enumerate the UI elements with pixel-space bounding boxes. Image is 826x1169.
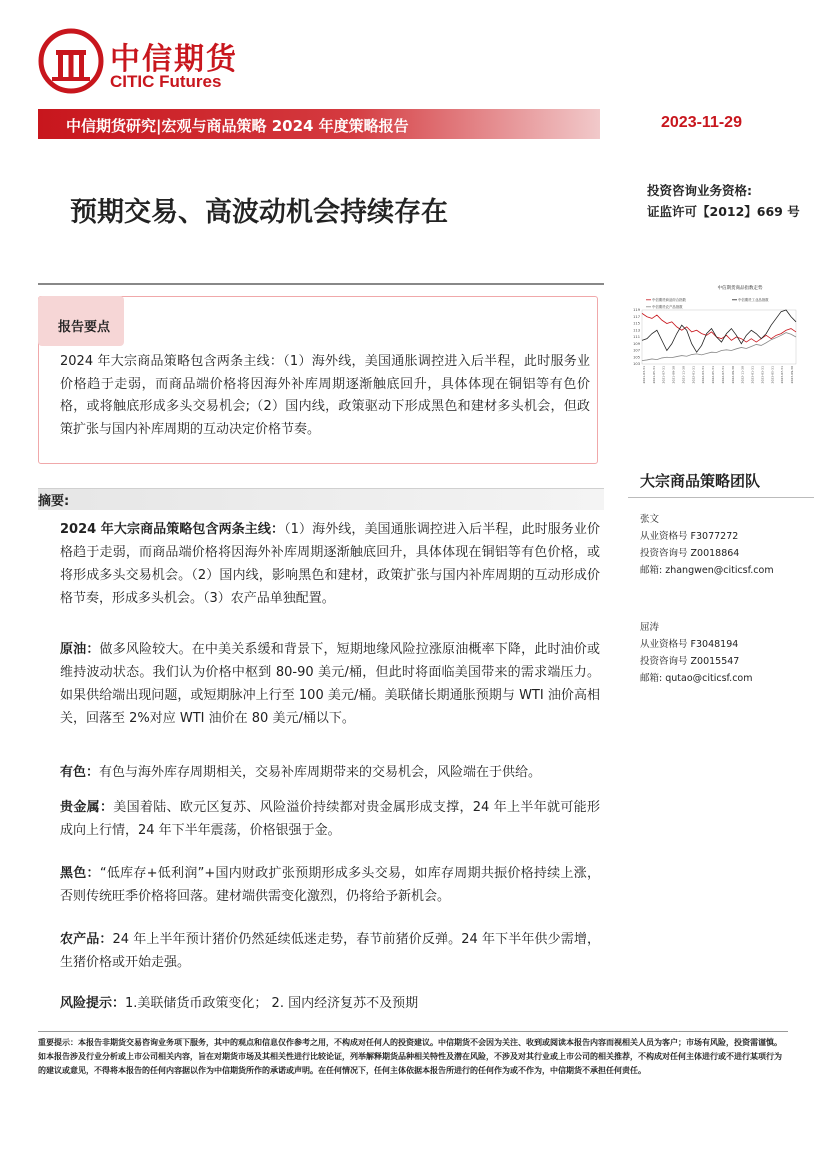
report-banner — [38, 109, 600, 139]
paragraph-head: 黑色： — [60, 866, 100, 881]
key-points-label: 报告要点 — [58, 320, 111, 335]
summary-paragraph — [60, 761, 600, 784]
page-title: 预期交易、高波动机会持续存在 — [70, 197, 448, 228]
summary-paragraph — [60, 638, 600, 730]
chart-legend — [646, 297, 769, 309]
y-tick-label: 113 — [633, 328, 640, 333]
chart-frame — [642, 310, 796, 364]
y-tick-label: 109 — [633, 341, 640, 346]
qualification-line1: 投资咨询业务资格: — [647, 183, 752, 198]
team-divider — [628, 497, 814, 498]
analyst-qual: 从业资格号 F3077272 — [640, 531, 739, 542]
team-title: 大宗商品策略团队 — [640, 472, 761, 490]
commodity-index-chart — [628, 282, 814, 398]
report-date: 2023-11-29 — [661, 114, 742, 131]
paragraph-body: “低库存+低利润”+国内财政扩张预期形成多头交易，如库存周期共振价格持续上涨，否则传统旺季价格将回落。建材端供需变化激烈，仍将给予新机会。 — [60, 866, 600, 904]
analyst-card — [640, 619, 753, 687]
analyst-name: 张文 — [640, 514, 660, 525]
disclaimer: 重要提示：本报告非期货交易咨询业务项下服务，其中的观点和信息仅作参考之用，不构成对任何人的投资建议。中信期货不会因为关注、收到或阅读本报告内容而视相关人员为客户；市场有风险，投资需谨慎。如本报告涉及行业分析或上市公司相关内容，旨在对期货市场及其相关性进行比较论证，列举解释期货品种相关特性及潜在风险，不涉及对其行业或上市公司的相关推荐，不构成对任何主体进行或不进行某项行为的建议或意见，不得将本报告的任何内容据以作为中信期货所作的承诺或声明。在任何情况下，任何主体依据本报告所进行的任何作为或不作为，中信期货不承担任何责任。 — [38, 1038, 782, 1075]
paragraph-head: 风险提示： — [60, 996, 126, 1011]
chart-plot-area — [633, 308, 796, 383]
x-tick-label: 2021-03-31 — [642, 366, 646, 384]
paragraph-head: 原油： — [60, 642, 100, 657]
x-tick-label: 2022-07-31 — [720, 366, 725, 384]
x-tick-label: 2021-09-30 — [671, 366, 676, 384]
y-tick-label: 111 — [633, 335, 640, 340]
banner-title: 中信期货研究|宏观与商品策略 2024 年度策略报告 — [66, 117, 409, 135]
y-tick-label: 117 — [633, 314, 640, 319]
y-tick-label: 105 — [633, 355, 640, 360]
qualification-line2: 证监许可【2012】669 号 — [647, 204, 800, 219]
disclaimer-divider — [38, 1031, 788, 1032]
paragraph-head: 贵金属： — [60, 800, 114, 815]
x-tick-label: 2023-05-31 — [770, 366, 775, 384]
paragraph-head: 农产品： — [60, 932, 113, 947]
summary-label: 摘要: — [38, 494, 70, 509]
y-tick-label: 103 — [633, 362, 640, 367]
summary-paragraph — [60, 928, 600, 974]
logo-en-text: CITIC Futures — [110, 72, 222, 91]
analyst-name: 屈涛 — [640, 622, 660, 633]
paragraph-body: 美国着陆、欧元区复苏、风险溢价持续都对贵金属形成支撑，24 年上半年就可能形成向上行情，24 年下半年震荡，价格银强于金。 — [60, 800, 600, 838]
paragraph-body: 1.美联储货币政策变化； 2. 国内经济复苏不及预期 — [125, 996, 419, 1011]
logo-cn-text: 中信期货 — [110, 42, 238, 77]
y-tick-label: 119 — [633, 308, 640, 313]
qualification — [647, 180, 800, 222]
analyst-email: 邮箱: zhangwen@citicsf.com — [640, 565, 774, 576]
analyst-card — [640, 511, 774, 579]
y-tick-label: 107 — [633, 348, 640, 353]
x-tick-label: 2022-01-31 — [691, 366, 696, 384]
x-tick-label: 2021-07-31 — [661, 366, 666, 384]
paragraph-body: 有色与海外库存周期相关，交易补库周期带来的交易机会，风险端在于供给。 — [99, 765, 542, 780]
analyst-consult: 投资咨询号 Z0015547 — [640, 656, 740, 667]
x-tick-label: 2021-05-31 — [651, 366, 656, 384]
summary-bar — [38, 488, 604, 510]
legend-label: 中信期货商品综合指数 — [652, 298, 686, 302]
x-tick-label: 2023-03-31 — [760, 366, 765, 384]
title-divider — [38, 283, 604, 285]
legend-label: 中信期货农产品指数 — [652, 305, 683, 309]
citic-logo — [38, 28, 258, 94]
paragraph-head: 有色： — [60, 765, 100, 780]
summary-paragraph — [60, 992, 600, 1015]
x-tick-label: 2023-09-30 — [790, 366, 794, 384]
x-tick-label: 2021-11-30 — [681, 366, 686, 384]
analyst-consult: 投资咨询号 Z0018864 — [640, 548, 740, 559]
citic-logo-icon — [38, 28, 104, 94]
x-tick-label: 2023-01-31 — [750, 366, 755, 384]
summary-paragraph — [60, 518, 600, 610]
summary-paragraph — [60, 796, 600, 842]
chart-title: 中信期货商品指数走势 — [717, 286, 763, 291]
paragraph-body: 24 年上半年预计猪价仍然延续低迷走势，春节前猪价反弹。24 年下半年供少需增，生猪价格或开始走强。 — [60, 932, 600, 970]
x-tick-label: 2022-03-31 — [701, 366, 706, 384]
series-line — [642, 310, 796, 352]
paragraph-body: （1）海外线，美国通胀调控进入后半程，此时服务业价格趋于走弱，而商品端价格将因海外补库周期逐渐触底回升，具体体现在铜铝等有色价格，或将形成多头交易机会。（2）国内线，影响黑色和建材，政策扩张与国内补库周期的互动形成价格节奏，形成多头机会。（3）农产品单独配置。 — [60, 522, 600, 606]
analyst-email: 邮箱: qutao@citicsf.com — [640, 673, 753, 684]
x-tick-label: 2023-07-31 — [780, 366, 785, 384]
x-tick-label: 2022-05-31 — [711, 366, 716, 384]
x-tick-label: 2022-11-30 — [740, 366, 745, 384]
paragraph-body: 做多风险较大。在中美关系缓和背景下，短期地缘风险拉涨原油概率下降，此时油价或维持波动状态。我们认为价格中枢到 80-90 美元/桶，但此时将面临美国带来的需求端压力。如果供给端出现问题，或短期脉冲上行至 100 美元/桶。美联储长期通胀预期与 WTI 油价高相关，回落至 2%对应 WTI 油价在 80 美元/桶以下。 — [60, 642, 600, 726]
summary-paragraph — [60, 862, 600, 908]
legend-label: 中信期货工业品指数 — [738, 298, 769, 302]
series-line — [642, 313, 796, 342]
y-tick-label: 115 — [633, 321, 640, 326]
key-points-text: 2024 年大宗商品策略包含两条主线：（1）海外线，美国通胀调控进入后半程，此时服务业价格趋于走弱，而商品端价格将因海外补库周期逐渐触底回升，具体体现在铜铝等有色价格，或将触底形成多头交易机会;（2）国内线，政策驱动下形成黑色和建材多头机会，但政策扩张与国内补库周期的互动决定价格节奏。 — [60, 354, 590, 437]
x-tick-label: 2022-09-30 — [730, 366, 735, 384]
paragraph-head: 2024 年大宗商品策略包含两条主线： — [60, 522, 285, 537]
analyst-qual: 从业资格号 F3048194 — [640, 639, 739, 650]
